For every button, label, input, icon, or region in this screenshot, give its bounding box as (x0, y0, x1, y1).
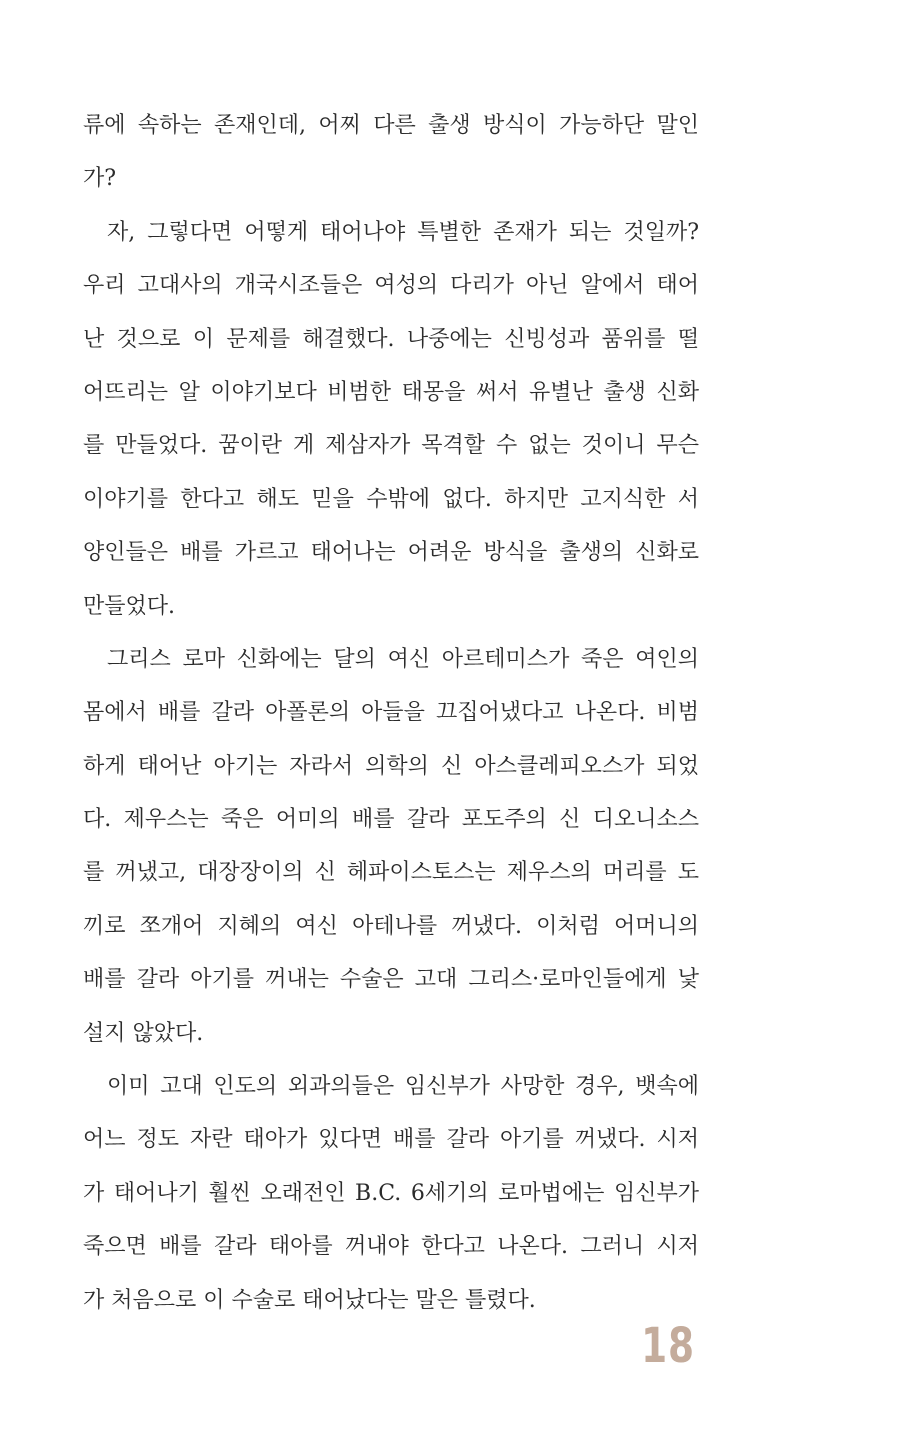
paragraph-1 (83, 99, 699, 206)
text-line: 이야기를 한다고 해도 믿을 수밖에 없다. 하지만 고지식한 서 (83, 486, 699, 512)
text-line: 어뜨리는 알 이야기보다 비범한 태몽을 써서 유별난 출생 신화 (83, 379, 699, 405)
text-line: 설지 않았다. (83, 1020, 204, 1046)
text-line: 배를 갈라 아기를 꺼내는 수술은 고대 그리스·로마인들에게 낯 (83, 967, 699, 993)
paragraph-4 (83, 1060, 699, 1327)
body-text (83, 99, 699, 1327)
text-line: 를 만들었다. 꿈이란 게 제삼자가 목격할 수 없는 것이니 무슨 (83, 433, 699, 459)
text-line: 다. 제우스는 죽은 어미의 배를 갈라 포도주의 신 디오니소스 (83, 807, 699, 833)
paragraph-3 (83, 633, 699, 1060)
page-number: 18 (641, 1318, 695, 1374)
text-line: 이미 고대 인도의 외과의들은 임신부가 사망한 경우, 뱃속에 (107, 1074, 699, 1100)
text-line: 류에 속하는 존재인데, 어찌 다른 출생 방식이 가능하단 말인 (83, 113, 699, 138)
text-line: 우리 고대사의 개국시조들은 여성의 다리가 아닌 알에서 태어 (83, 273, 699, 299)
text-line: 가 태어나기 훨씬 오래전인 B.C. 6세기의 로마법에는 임신부가 (83, 1180, 699, 1206)
text-line: 하게 태어난 아기는 자라서 의학의 신 아스클레피오스가 되었 (83, 753, 699, 779)
text-line: 죽으면 배를 갈라 태아를 꺼내야 한다고 나온다. 그러니 시저 (83, 1234, 699, 1260)
text-line: 만들었다. (83, 593, 176, 619)
text-line: 자, 그렇다면 어떻게 태어나야 특별한 존재가 되는 것일까? (107, 219, 699, 245)
text-line: 그리스 로마 신화에는 달의 여신 아르테미스가 죽은 여인의 (107, 646, 699, 672)
text-line: 양인들은 배를 가르고 태어나는 어려운 방식을 출생의 신화로 (83, 540, 699, 566)
text-line: 끼로 쪼개어 지혜의 여신 아테나를 꺼냈다. 이처럼 어머니의 (83, 913, 699, 939)
paragraph-2 (83, 206, 699, 633)
text-line: 가? (83, 166, 117, 192)
text-line: 몸에서 배를 갈라 아폴론의 아들을 끄집어냈다고 나온다. 비범 (83, 700, 699, 726)
text-line: 를 꺼냈고, 대장장이의 신 헤파이스토스는 제우스의 머리를 도 (83, 860, 699, 886)
text-line: 가 처음으로 이 수술로 태어났다는 말은 틀렸다. (83, 1287, 536, 1313)
text-line: 어느 정도 자란 태아가 있다면 배를 갈라 아기를 꺼냈다. 시저 (83, 1127, 699, 1153)
text-line: 난 것으로 이 문제를 해결했다. 나중에는 신빙성과 품위를 떨 (83, 326, 699, 352)
